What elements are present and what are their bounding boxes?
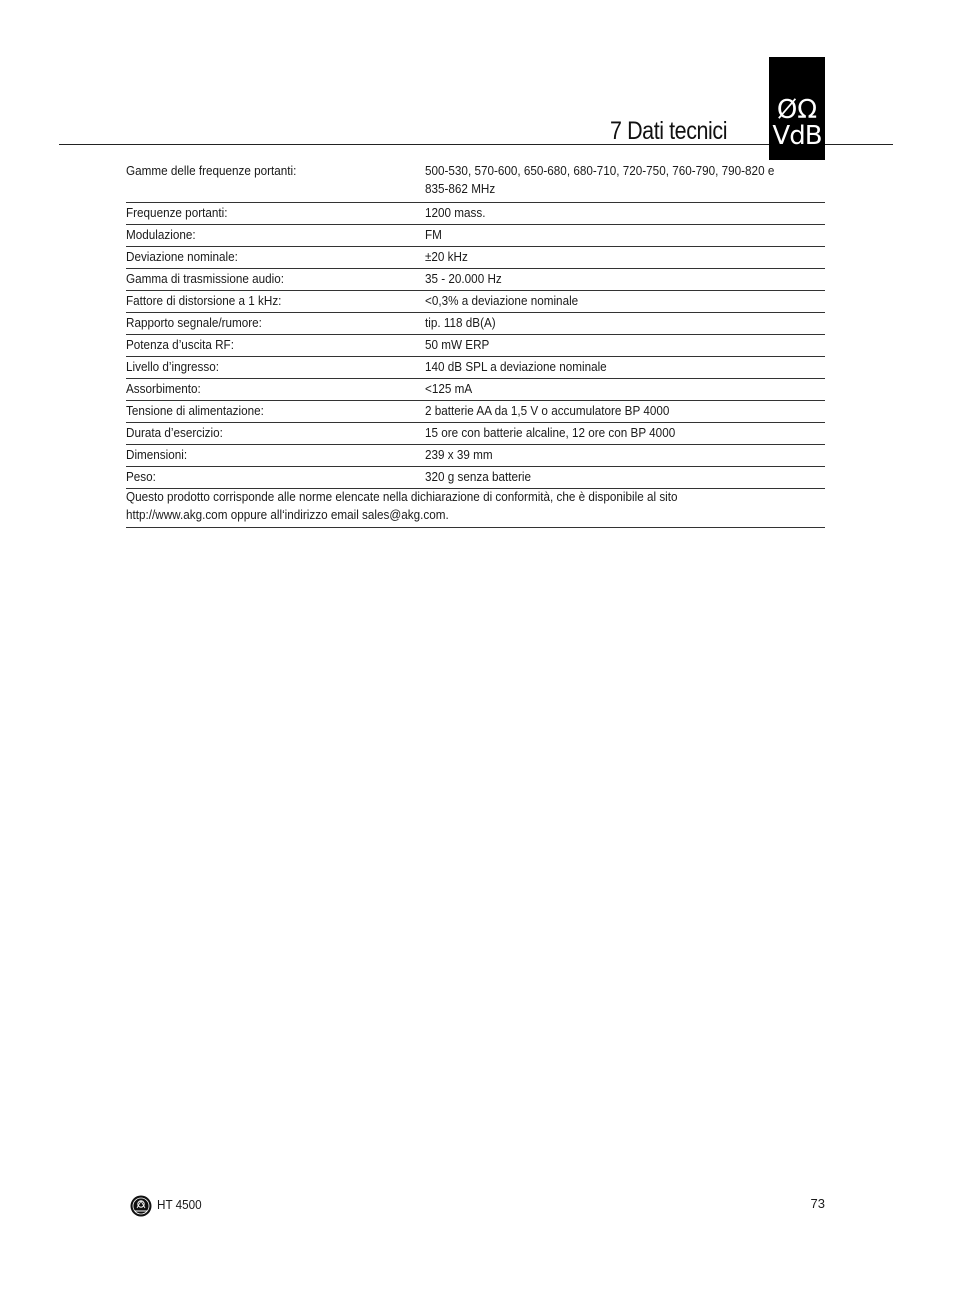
spec-label: Assorbimento: (126, 381, 201, 396)
logo-line-2: VdB (772, 121, 822, 151)
spec-label-cell (126, 445, 425, 467)
logo-graphic (769, 57, 825, 160)
spec-value: 320 g senza batterie (425, 469, 532, 484)
header-rule (59, 144, 893, 145)
spec-label-cell (126, 467, 425, 489)
spec-value: 15 ore con batterie alcaline, 12 ore con BP 4000 (425, 425, 676, 440)
spec-value-cell (425, 162, 825, 203)
conformity-note (126, 488, 825, 528)
spec-label: Deviazione nominale: (126, 249, 238, 264)
spec-label: Gamme delle frequenze portanti: (126, 163, 297, 178)
spec-label-cell (126, 203, 425, 225)
section-title: 7 Dati tecnici (610, 117, 728, 145)
spec-row (126, 313, 825, 335)
phase-ohm-vdb-logo-icon (769, 57, 825, 160)
spec-value: 140 dB SPL a deviazione nominale (425, 359, 607, 374)
spec-row (126, 203, 825, 225)
spec-value: 50 mW ERP (425, 337, 490, 352)
spec-label-cell (126, 335, 425, 357)
spec-value: 500-530, 570-600, 650-680, 680-710, 720-750, 760-790, 790-820 e 835-862 MHz (425, 163, 775, 196)
spec-value-cell (425, 423, 825, 445)
spec-row (126, 467, 825, 489)
spec-value-cell (425, 313, 825, 335)
spec-value: <125 mA (425, 381, 473, 396)
spec-label-cell (126, 313, 425, 335)
spec-value-cell (425, 445, 825, 467)
spec-value: 35 - 20.000 Hz (425, 271, 502, 286)
spec-label-cell (126, 247, 425, 269)
spec-label: Fattore di distorsione a 1 kHz: (126, 293, 282, 308)
spec-value: <0,3% a deviazione nominale (425, 293, 579, 308)
spec-label-cell (126, 423, 425, 445)
spec-row (126, 335, 825, 357)
spec-value-cell (425, 379, 825, 401)
spec-table (126, 162, 825, 489)
conformity-line-1: Questo prodotto corrisponde alle norme elencate nella dichiarazione di conformità, che è disponibile al sito (126, 489, 678, 504)
spec-value-cell (425, 335, 825, 357)
spec-label: Dimensioni: (126, 447, 188, 462)
spec-row (126, 401, 825, 423)
conformity-line-2: http://www.akg.com oppure all‘indirizzo email sales@akg.com. (126, 507, 449, 522)
page-number: 73 (810, 1196, 825, 1211)
spec-label: Rapporto segnale/rumore: (126, 315, 262, 330)
spec-label-cell (126, 357, 425, 379)
spec-row (126, 445, 825, 467)
spec-label-cell (126, 269, 425, 291)
spec-row (126, 225, 825, 247)
spec-value-cell (425, 467, 825, 489)
spec-row (126, 247, 825, 269)
spec-table-body (126, 162, 825, 489)
spec-label-cell (126, 162, 425, 203)
spec-row (126, 269, 825, 291)
spec-value-cell (425, 357, 825, 379)
spec-value: 239 x 39 mm (425, 447, 493, 462)
logo-line-1: ØΩ (776, 95, 818, 125)
spec-value: 1200 mass. (425, 205, 486, 220)
spec-row (126, 162, 825, 203)
spec-value-cell (425, 203, 825, 225)
spec-label: Modulazione: (126, 227, 196, 242)
spec-value-cell (425, 269, 825, 291)
spec-label: Potenza d’uscita RF: (126, 337, 234, 352)
spec-value: FM (425, 227, 442, 242)
footer-model: HT 4500 (157, 1197, 202, 1212)
spec-value: tip. 118 dB(A) (425, 315, 496, 330)
spec-label: Livello d’ingresso: (126, 359, 220, 374)
spec-row (126, 291, 825, 313)
spec-label-cell (126, 401, 425, 423)
spec-value-cell (425, 401, 825, 423)
spec-row (126, 357, 825, 379)
spec-label: Durata d’esercizio: (126, 425, 223, 440)
spec-row (126, 423, 825, 445)
spec-label: Peso: (126, 469, 156, 484)
spec-label-cell (126, 291, 425, 313)
spec-label-cell (126, 379, 425, 401)
spec-value-cell (425, 291, 825, 313)
spec-label: Tensione di alimentazione: (126, 403, 264, 418)
spec-label: Gamma di trasmissione audio: (126, 271, 285, 286)
spec-label: Frequenze portanti: (126, 205, 228, 220)
spec-value-cell (425, 247, 825, 269)
spec-value: 2 batterie AA da 1,5 V o accumulatore BP 4000 (425, 403, 670, 418)
spec-label-cell (126, 225, 425, 247)
spec-value: ±20 kHz (425, 249, 468, 264)
spec-value-cell (425, 225, 825, 247)
akg-logo-icon (130, 1195, 152, 1217)
spec-row (126, 379, 825, 401)
